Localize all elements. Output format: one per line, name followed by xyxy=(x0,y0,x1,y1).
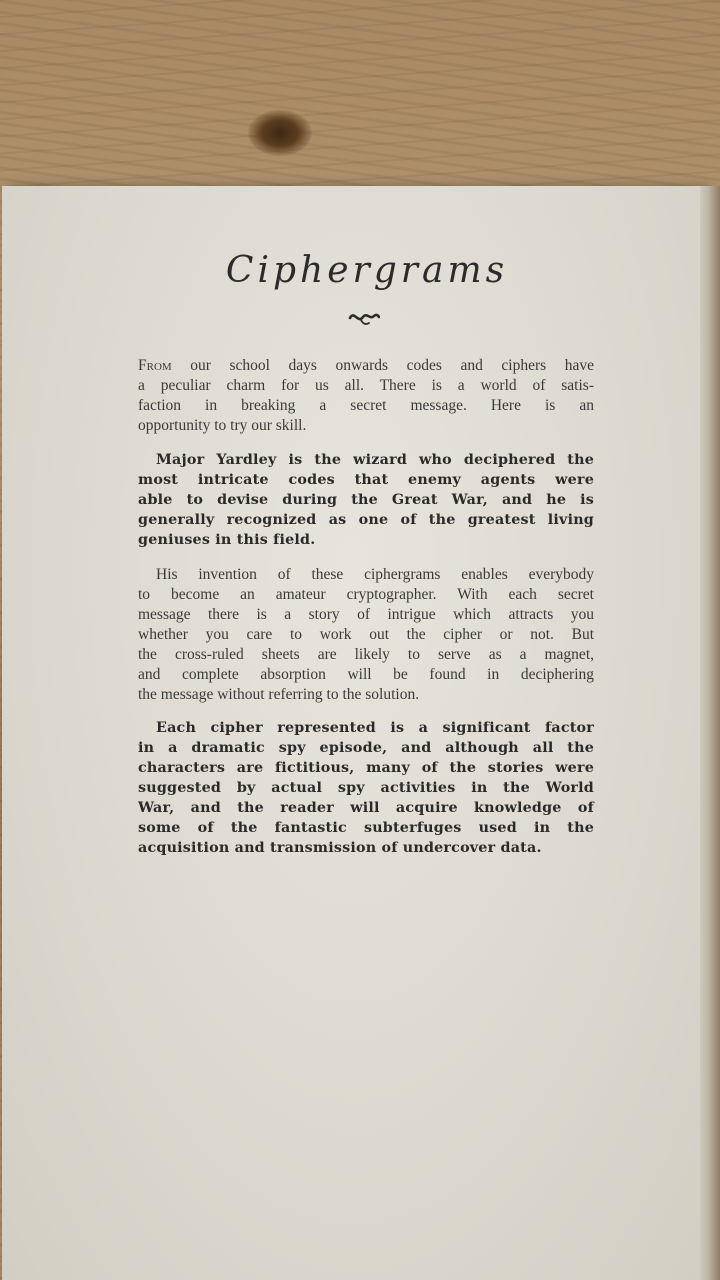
page-title: Ciphergrams xyxy=(225,250,509,291)
text-line: and complete absorption will be found in deciphering xyxy=(138,666,594,683)
paragraph-intro xyxy=(138,356,594,436)
text-line: some of the fantastic subterfuges used in the xyxy=(138,820,594,836)
text-line: faction in breaking a secret message. Here is an xyxy=(138,397,594,414)
text-line: able to devise during the Great War, and he is xyxy=(138,492,594,508)
text-line: most intricate codes that enemy agents were xyxy=(138,472,594,488)
paragraph-yardley xyxy=(138,450,594,550)
paragraph-spy-episode xyxy=(138,718,594,858)
text-line: message there is a story of intrigue which attracts you xyxy=(138,606,594,623)
text-line: to become an amateur cryptographer. With each secret xyxy=(138,586,594,603)
text-line: From our school days onwards codes and ciphers have xyxy=(138,357,594,374)
lead-word: From xyxy=(138,357,172,374)
page-edge xyxy=(700,186,720,1280)
text-line: whether you care to work out the cipher or not. But xyxy=(138,626,594,643)
wood-knot xyxy=(248,110,312,156)
ornament-flourish-icon xyxy=(348,308,380,328)
text-line: geniuses in this field. xyxy=(138,532,316,548)
text-line: a peculiar charm for us all. There is a world of satis- xyxy=(138,377,594,394)
text-line: the message without referring to the solution. xyxy=(138,686,420,703)
paragraph-invention xyxy=(138,565,594,705)
text-line: the cross-ruled sheets are likely to serve as a magnet, xyxy=(138,646,594,663)
text-line: opportunity to try our skill. xyxy=(138,417,307,434)
text-line: in a dramatic spy episode, and although all the xyxy=(138,740,594,756)
text-line: suggested by actual spy activities in the World xyxy=(138,780,594,796)
text-line: War, and the reader will acquire knowledge of xyxy=(138,800,594,816)
text-line: characters are fictitious, many of the stories were xyxy=(138,760,594,776)
text-line: generally recognized as one of the greatest living xyxy=(138,512,594,528)
text-line: Major Yardley is the wizard who deciphered the xyxy=(156,452,594,468)
text-line: His invention of these ciphergrams enables everybody xyxy=(156,566,594,583)
text-line: acquisition and transmission of undercover data. xyxy=(138,840,542,856)
text-line: Each cipher represented is a significant factor xyxy=(156,720,594,736)
